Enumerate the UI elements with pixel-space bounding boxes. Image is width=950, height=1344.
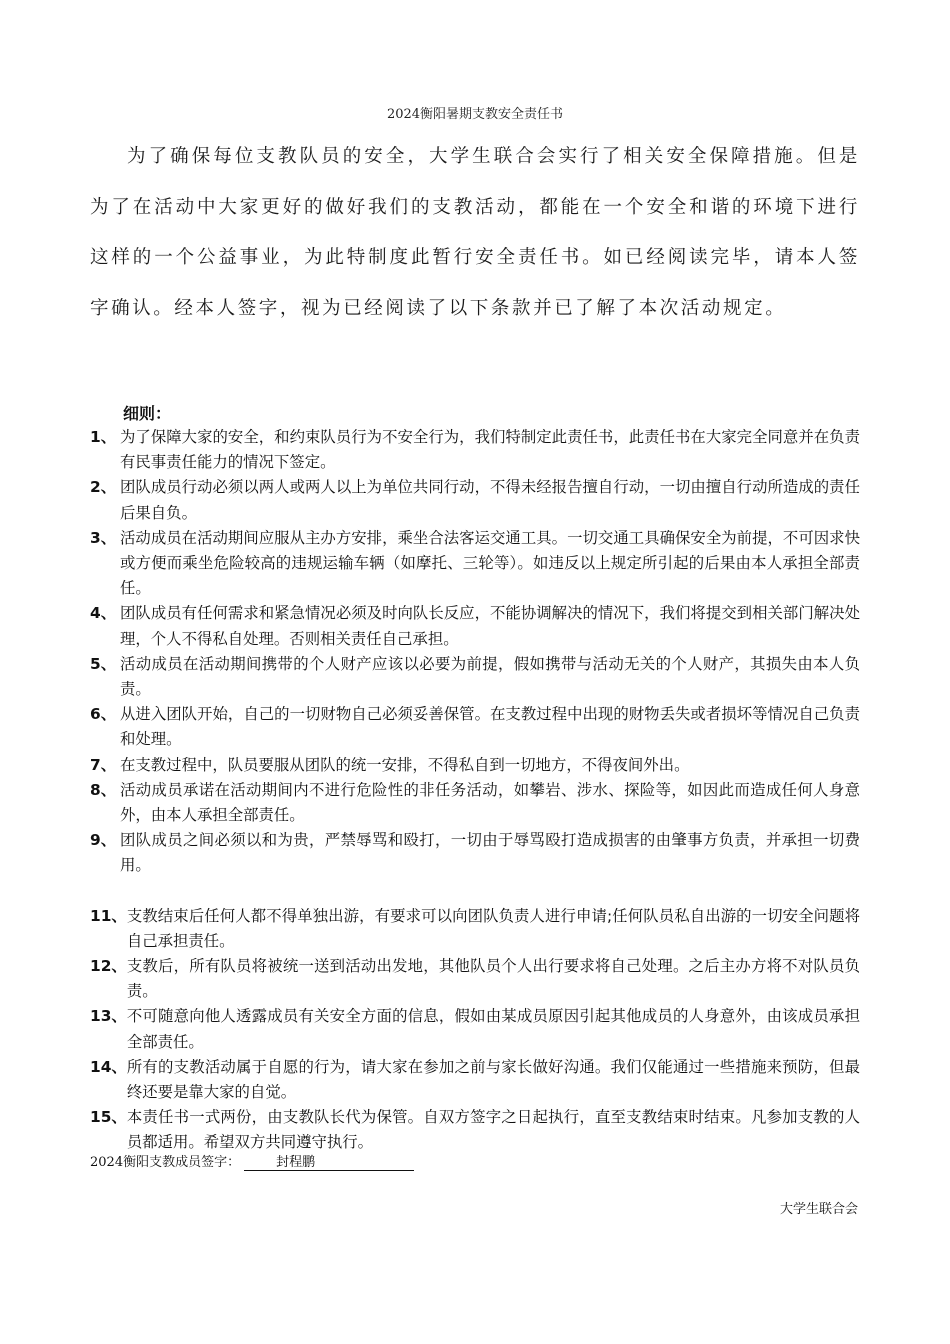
rule-number: 7、 (90, 755, 117, 774)
rule-number: 9、 (90, 831, 117, 850)
rule-number: 13、 (90, 1007, 127, 1026)
rule-item (90, 652, 860, 702)
rule-item (90, 425, 860, 475)
rule-spacer (90, 879, 860, 904)
rule-number: 15、 (90, 1108, 127, 1127)
rule-item (90, 954, 860, 1004)
rule-item (90, 526, 860, 602)
rule-item (90, 1105, 860, 1155)
rule-item (90, 475, 860, 525)
rule-text: 活动成员在活动期间应服从主办方安排，乘坐合法客运交通工具。一切交通工具确保安全为前提，不可因求快或方便而乘坐危险较高的违规运输车辆（如摩托、三轮等）。如违反以上规定所引起的后果由本人承担全部责任。 (120, 528, 860, 598)
rule-number: 8、 (90, 780, 117, 799)
signature-name-field[interactable]: 封程鹏 (244, 1151, 414, 1171)
rule-text: 在支教过程中，队员要服从团队的统一安排，不得私自到一切地方，不得夜间外出。 (120, 755, 690, 774)
rule-text: 为了保障大家的安全，和约束队员行为不安全行为，我们特制定此责任书，此责任书在大家完全同意并在负责有民事责任能力的情况下签定。 (120, 428, 860, 472)
rule-item (90, 702, 860, 752)
rule-text: 团队成员有任何需求和紧急情况必须及时向队长反应，不能协调解决的情况下，我们将提交到相关部门解决处理，个人不得私自处理。否则相关责任自己承担。 (120, 604, 860, 648)
rule-text: 从进入团队开始，自己的一切财物自己必须妥善保管。在支教过程中出现的财物丢失或者损坏等情况自己负责和处理。 (120, 705, 860, 749)
rule-item (90, 601, 860, 651)
rule-item (90, 828, 860, 878)
rule-item (90, 778, 860, 828)
rules-heading: 细则： (123, 404, 172, 423)
rule-number: 2、 (90, 478, 117, 497)
rule-text: 支教后，所有队员将被统一送到活动出发地，其他队员个人出行要求将自己处理。之后主办方将不对队员负责。 (126, 957, 860, 1001)
rule-item (90, 1004, 860, 1054)
rule-text: 团队成员之间必须以和为贵，严禁辱骂和殴打，一切由于辱骂殴打造成损害的由肇事方负责，并承担一切费用。 (120, 831, 860, 875)
rule-text: 所有的支教活动属于自愿的行为，请大家在参加之前与家长做好沟通。我们仅能通过一些措施来预防，但最终还要是靠大家的自觉。 (126, 1057, 860, 1102)
rule-text: 团队成员行动必须以两人或两人以上为单位共同行动，不得未经报告擅自行动，一切由擅自行动所造成的责任后果自负。 (120, 478, 860, 522)
rule-text: 支教结束后任何人都不得单独出游，有要求可以向团队负责人进行申请;任何队员私自出游的一切安全问题将自己承担责任。 (126, 906, 860, 950)
rule-number: 12、 (90, 957, 127, 976)
rule-number: 14、 (90, 1057, 127, 1076)
rule-number: 5、 (90, 654, 117, 673)
rule-number: 3、 (90, 528, 117, 547)
intro-paragraph: 为了确保每位支教队员的安全，大学生联合会实行了相关安全保障措施。但是为了在活动中大家更好的做好我们的支教活动，都能在一个安全和谐的环境下进行这样的一个公益事业，为此特制度此暂行安全责任书。如已经阅读完毕，请本人签字确认。经本人签字，视为已经阅读了以下条款并已了解了本次活动规定。 (90, 146, 860, 319)
rule-text: 本责任书一式两份，由支教队长代为保管。自双方签字之日起执行，直至支教结束时结束。凡参加支教的人员都适用。希望双方共同遵守执行。 (126, 1108, 860, 1152)
rule-text: 不可随意向他人透露成员有关安全方面的信息，假如由某成员原因引起其他成员的人身意外，由该成员承担全部责任。 (126, 1007, 860, 1051)
rule-item (90, 753, 860, 778)
rule-number: 6、 (90, 705, 117, 724)
signature-row (90, 1151, 414, 1171)
document-title: 2024衡阳暑期支教安全责任书 (386, 107, 564, 122)
rule-number: 11、 (90, 906, 127, 925)
rule-text: 活动成员在活动期间携带的个人财产应该以必要为前提，假如携带与活动无关的个人财产，其损失由本人负责。 (120, 654, 860, 699)
rule-item (90, 904, 860, 954)
rule-number: 1、 (90, 428, 117, 446)
signature-label: 2024衡阳支教成员签字： (90, 1155, 241, 1170)
rules-list (90, 425, 860, 1156)
rule-number: 4、 (90, 604, 117, 623)
rule-item (90, 1055, 860, 1105)
organization-name: 大学生联合会 (779, 1202, 858, 1217)
rule-text: 活动成员承诺在活动期间内不进行危险性的非任务活动，如攀岩、涉水、探险等，如因此而造成任何人身意外，由本人承担全部责任。 (120, 780, 860, 825)
